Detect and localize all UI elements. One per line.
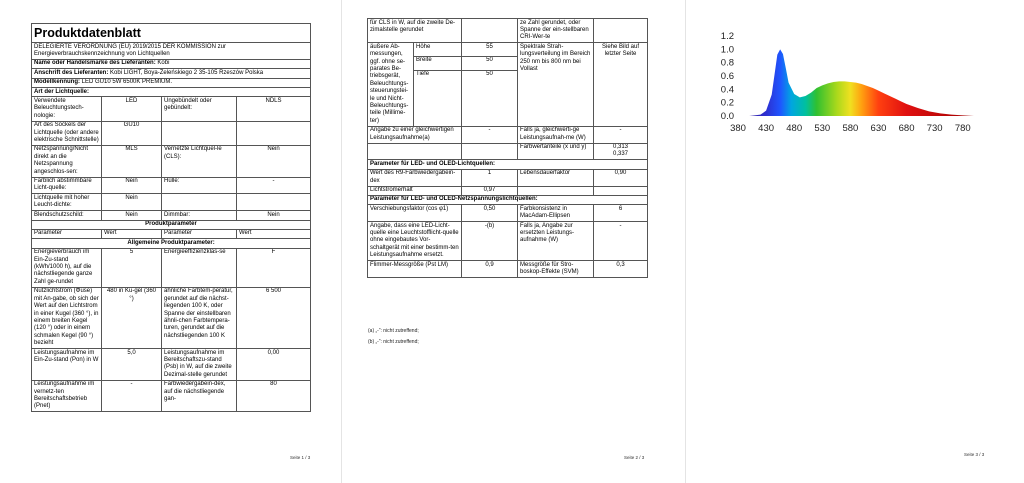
- x-tick-label: 730: [926, 123, 943, 134]
- cell-label: Falls ja, gleichwerti-ge Leistungsaufnah-me (W): [518, 126, 594, 143]
- cell-label: Leistungsaufnahme im Bereitschaftszu-stand (Psb) in W, auf die zweite Dezimal-stelle gerundet: [162, 349, 237, 381]
- cell-label: Lebensdauerfaktor: [518, 169, 594, 186]
- supplier-name: Kobi: [157, 60, 170, 67]
- footnote-a: (a) „-“: nicht zutreffend;: [368, 328, 419, 334]
- cell-value: 0,3: [594, 261, 648, 278]
- x-tick-label: 380: [730, 123, 746, 134]
- height-value: 55: [462, 43, 518, 57]
- cell-value: -: [594, 222, 648, 261]
- light-source-type-heading: Art der Lichtquelle:: [32, 88, 311, 97]
- cell-label: Angabe, dass eine LED-Licht-quelle eine Leuchtstofflicht-quelle ohne eingebautes Vor-schaltgerät mit einer bestimm-ten Leistungsaufnahme ersetzt.: [368, 222, 462, 261]
- supplier-name-row: [32, 59, 311, 68]
- cell-label: Leistungsaufnahme im vernetz-ten Bereitschaftsbetrieb (Pnet): [32, 380, 102, 412]
- product-datasheet-table-2: [367, 18, 648, 278]
- cell-value: Nein: [102, 177, 162, 194]
- led-parameters-heading: Parameter für LED- und OLED-Lichtquellen:: [368, 160, 648, 169]
- cell-label: Falls ja, Angabe zur ersetzten Leistungs-aufnahme (W): [518, 222, 594, 261]
- x-tick-label: 680: [898, 123, 915, 134]
- cell-label: Farblich abstimmbare Licht-quelle:: [32, 177, 102, 194]
- x-tick-label: 630: [870, 123, 887, 134]
- x-axis-ticks: [730, 123, 971, 134]
- cell-label: Hülle:: [162, 177, 237, 194]
- cell-value: 6: [594, 205, 648, 222]
- cell-label: Energieverbrauch im Ein-Zu-stand (kWh/1000 h), auf die nächstliegende ganze Zahl ge-rundet: [32, 248, 102, 287]
- cell-empty: [462, 143, 518, 160]
- cell-value: MLS: [102, 145, 162, 177]
- cell-label: Lichtstromerhalt: [368, 186, 462, 195]
- depth-value: 50: [462, 70, 518, 126]
- cell-value: NDLS: [237, 97, 311, 121]
- y-tick-label: 0.6: [720, 71, 734, 82]
- cell-value: 0,9: [462, 261, 518, 278]
- x-tick-label: 580: [842, 123, 859, 134]
- cell-label: Farbwiedergabein-dex, auf die nächstliegende gan-: [162, 380, 237, 412]
- cell-value: Nein: [237, 211, 311, 220]
- cell-empty: [462, 19, 518, 43]
- cell-label: Netzspannung/Nicht direkt an die Netzspannung angeschlos-sen:: [32, 145, 102, 177]
- cell-value: Nein: [237, 145, 311, 177]
- cell-label: Verschiebungsfaktor (cos φ1): [368, 205, 462, 222]
- cell-value: 0,50: [462, 205, 518, 222]
- datasheet-page-2: [342, 0, 684, 483]
- chromaticity-x: 0,313: [612, 144, 628, 150]
- regulation-text: DELEGIERTE VERORDNUNG (EU) 2019/2015 DER KOMMISSION zur Energieverbrauchskennzeichnung von Lichtquellen: [32, 43, 311, 60]
- cell-label: Nutzlichtstrom (Φuse) mit An-gabe, ob sich der Wert auf den Lichtstrom in einer Kugel (360 °), in einem breiten Kegel (120 °) oder in einem schmalen Kegel (90 °) bezieht: [32, 287, 102, 348]
- cell-value: -: [237, 177, 311, 194]
- cell-label: Art des Sockels der Lichtquelle (oder andere elektrische Schnittstelle): [32, 121, 102, 145]
- cell-label: Verwendete Beleuchtungstech-nologie:: [32, 97, 102, 121]
- datasheet-page-1: [0, 0, 340, 483]
- cell-value: LED: [102, 97, 162, 121]
- cell-empty: [518, 186, 594, 195]
- cell-label: Lichtquelle mit hoher Leucht-dichte:: [32, 194, 102, 211]
- cell-label: ze Zahl gerundet, oder Spanne der ein-stellbaren CRI-Wer-te: [518, 19, 594, 43]
- cell-value: 80: [237, 380, 311, 412]
- y-axis-ticks: [721, 31, 734, 122]
- page-title: Produktdatenblatt: [32, 24, 311, 43]
- y-tick-label: 1.2: [720, 31, 734, 42]
- cell-value: -(b): [462, 222, 518, 261]
- model-label: Modellkennung:: [34, 79, 80, 86]
- cell-value: 480 in Ku-gel (360 °): [102, 287, 162, 348]
- dimensions-label: äußere Ab-messungen, ggf. ohne se-parates Be-triebsgerät, Beleuchtungs-steuerungstei-le und Nicht-Beleuchtungs-teile (Millime-ter): [368, 43, 414, 126]
- cell-value: Nein: [102, 211, 162, 220]
- equiv-power-label: Angabe zu einer gleichwertigen Leistungsaufnahme(a): [370, 127, 454, 141]
- column-header: Parameter: [32, 229, 102, 238]
- cell-label: Blendschutzschild:: [32, 211, 102, 220]
- x-tick-label: 780: [954, 123, 971, 134]
- chromaticity-value: [594, 143, 648, 160]
- column-header: Wert: [102, 229, 162, 238]
- cell-empty: [594, 19, 648, 43]
- cell-empty: [237, 194, 311, 211]
- spectrum-area: [738, 49, 974, 116]
- chromaticity-y: 0,337: [612, 151, 628, 158]
- x-tick-label: 480: [786, 123, 803, 134]
- cell-empty: [368, 143, 462, 160]
- cell-value: Nein: [102, 194, 162, 211]
- cell-label: Farbkonsistenz in MacAdam-Ellipsen: [518, 205, 594, 222]
- product-parameters-heading: Produktparameter: [32, 220, 311, 229]
- column-header: Wert: [237, 229, 311, 238]
- cell-empty: [237, 121, 311, 145]
- y-tick-label: 0.4: [720, 84, 734, 96]
- cell-label: Dimmbar:: [162, 211, 237, 220]
- cell-label: für CLS in W, auf die zweite De-zimalstelle gerundet: [368, 19, 462, 43]
- height-label: Höhe: [414, 43, 462, 57]
- spectral-value: Siehe Bild auf letzter Seite: [594, 43, 648, 126]
- column-header: Parameter: [162, 229, 237, 238]
- x-tick-label: 530: [814, 123, 831, 134]
- supplier-address-row: [32, 69, 311, 78]
- supplier-address: Kobi LIGHT, Boya-Żeleńskiego 2 35-105 Rzeszów Polska: [110, 69, 264, 76]
- cell-value: 5: [102, 248, 162, 287]
- width-value: 50: [462, 56, 518, 70]
- mains-led-parameters-heading: Parameter für LED- und OLED-Netzspannungslichtquellen:: [368, 195, 648, 204]
- depth-label: Tiefe: [414, 70, 462, 126]
- page-number: Seite 2 / 3: [624, 455, 645, 460]
- cell-label: Leistungsaufnahme im Ein-Zu-stand (Pon) in W: [32, 349, 102, 381]
- page-number: Seite 1 / 3: [290, 455, 311, 460]
- cell-value: 0,97: [462, 186, 518, 195]
- model-row: [32, 78, 311, 87]
- cell-empty: [594, 186, 648, 195]
- cell-empty: [162, 194, 237, 211]
- y-tick-label: 1.0: [720, 44, 734, 56]
- spectral-label: Spektrale Strah-lungsverteilung im Bereich 250 nm bis 800 nm bei Vollast: [518, 43, 594, 126]
- product-datasheet-table-1: [31, 23, 311, 412]
- supplier-name-label: Name oder Handelsmarke des Lieferanten:: [34, 60, 156, 67]
- y-tick-label: 0.8: [720, 57, 734, 69]
- cell-value: 0,00: [237, 349, 311, 381]
- cell-value: GU10: [102, 121, 162, 145]
- cell-label: Farbwertanteile (x und y): [518, 143, 594, 160]
- cell-value: 1: [462, 169, 518, 186]
- cell-value: 0,90: [594, 169, 648, 186]
- y-tick-label: 0.0: [720, 111, 734, 122]
- cell-label: Vernetzte Lichtquel-le (CLS):: [162, 145, 237, 177]
- y-tick-label: 0.2: [720, 97, 734, 109]
- cell-label: Wert des R9-Farbwiedergabein-dex: [368, 169, 462, 186]
- cell-label: Ungebündelt oder gebündelt:: [162, 97, 237, 121]
- width-label: Breite: [414, 56, 462, 70]
- footnote-b: (b) „-“: nicht zutreffend;: [368, 339, 419, 345]
- cell-label: Messgröße für Stro-boskop-Effekte (SVM): [518, 261, 594, 278]
- cell-label: Flimmer-Messgröße (Pst LM): [368, 261, 462, 278]
- cell-value: -: [594, 126, 648, 143]
- cell-label: ähnliche Farbtem-peratur, gerundet auf die nächst-liegenden 100 K, oder Spanne der einstellbaren ähnli-chen Farbtempera-turen, gerundet auf die nächstliegenden 100 K: [162, 287, 237, 348]
- spectral-distribution-chart: [712, 26, 982, 138]
- cell-value: -: [462, 126, 518, 143]
- cell-empty: [162, 121, 237, 145]
- model-id: LED GU10 5W 6500K PREMIUM.: [81, 79, 173, 86]
- cell-label: [368, 126, 462, 143]
- cell-value: 5,0: [102, 349, 162, 381]
- cell-value: F: [237, 248, 311, 287]
- x-tick-label: 430: [758, 123, 775, 134]
- page-number: Seite 3 / 3: [964, 452, 985, 457]
- general-parameters-heading: Allgemeine Produktparameter:: [32, 239, 311, 248]
- cell-value: 6 500: [237, 287, 311, 348]
- cell-label: Energieeffizienzklas-se: [162, 248, 237, 287]
- cell-value: -: [102, 380, 162, 412]
- supplier-address-label: Anschrift des Lieferanten:: [34, 69, 109, 76]
